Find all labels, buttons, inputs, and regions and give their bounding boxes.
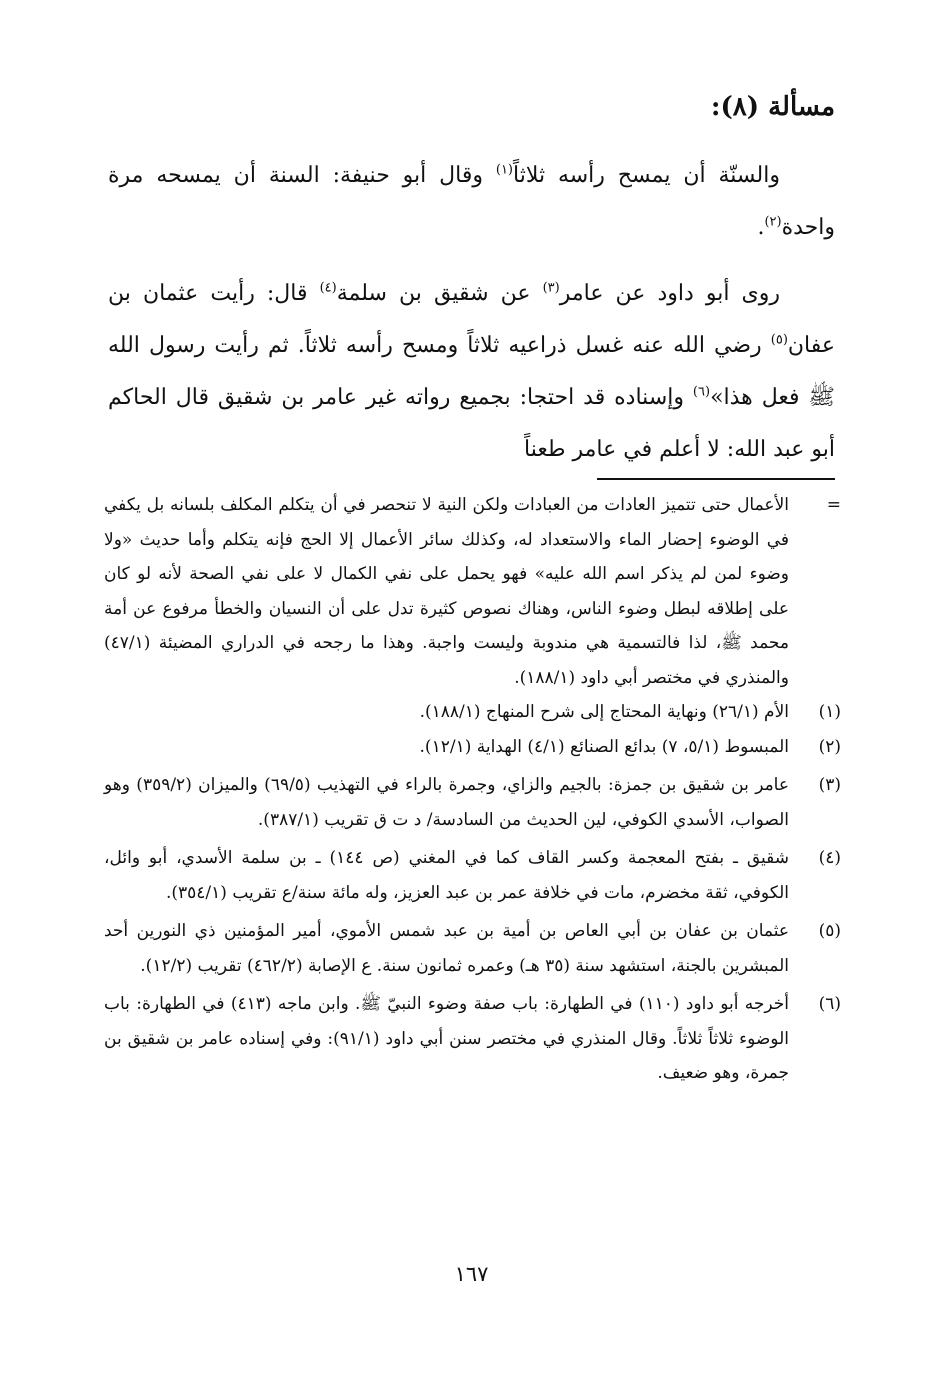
footnote-3 — [104, 768, 841, 837]
footnote-4 — [104, 841, 841, 910]
footnotes-section — [104, 488, 841, 1091]
footnote-separator — [597, 478, 835, 480]
footnote-number: (٤) — [818, 848, 841, 868]
page-number: ١٦٧ — [454, 1262, 489, 1286]
footnote-number: (١) — [818, 702, 841, 722]
footnote-text: أخرجه أبو داود (١١٠) في الطهارة: باب صفة وضوء النبيّ ﷺ. وابن ماجه (٤١٣) في الطهارة: باب الوضوء ثلاثاً ثلاثاً. وقال المنذري في مختصر سنن أبي داود (٩١/١): وفي إسناده عامر بن شقيق بن جمرة، وهو ضعيف. — [104, 994, 790, 1083]
paragraph-2-text-b: عن شقيق بن سلمة — [336, 281, 543, 306]
footnote-text: الأم (٢٦/١) ونهاية المحتاج إلى شرح المنهاج (١٨٨/١). — [419, 702, 789, 722]
footnote-2 — [104, 730, 841, 765]
paragraph-1-text-c: . — [757, 215, 765, 240]
paragraph-1-text-b: وقال أبو حنيفة: السنة أن يمسحه مرة واحدة — [108, 163, 835, 240]
paragraph-2 — [108, 268, 835, 476]
paragraph-2-text-c: قال: رأيت عثمان بن عفان — [108, 281, 836, 358]
footnote-ref-3: (٣) — [542, 280, 560, 296]
footnote-text: عثمان بن عفان بن أبي العاص بن أمية بن عبد شمس الأموي، أمير المؤمنين ذي النورين أحد المبشرين بالجنة، استشهد سنة (٣٥ هـ) وعمره ثمانون سنة. ع الإصابة (٤٦٢/٢) تقريب (١٢/٢). — [104, 921, 789, 976]
footnote-ref-5: (٥) — [770, 332, 788, 348]
footnote-ref-1: (١) — [495, 162, 513, 178]
footnote-ref-2: (٢) — [764, 214, 782, 230]
footnote-number: (٥) — [818, 921, 841, 941]
footnote-text: شقيق ـ بفتح المعجمة وكسر القاف كما في المغني (ص ١٤٤) ـ بن سلمة الأسدي، أبو وائل، الكوفي، ثقة مخضرم، مات في خلافة عمر بن عبد العزيز، وله مائة سنة/ع تقريب (٣٥٤/١). — [104, 848, 789, 903]
section-heading: مسألة (٨): — [710, 92, 835, 122]
paragraph-2-text-d: رضي الله عنه غسل ذراعيه ثلاثاً ومسح رأسه ثلاثاً. ثم رأيت رسول الله ﷺ فعل هذا» — [108, 333, 836, 410]
footnote-text: عامر بن شقيق بن جمزة: بالجيم والزاي، وجمرة بالراء في التهذيب (٦٩/٥) والميزان (٣٥٩/٢) وهو الصواب، الأسدي الكوفي، لين الحديث من السادسة/ د ت ق تقريب (٣٨٧/١). — [104, 775, 790, 830]
footnote-continuation-text: الأعمال حتى تتميز العادات من العبادات ولكن النية لا تنحصر في أن يتكلم المكلف بلسانه بل يكفي في الوضوء إحضار الماء والاستعداد له، وكذلك سائر الأعمال إلا الحج فإنه يتكلم وأما حديث «ولا وضوء لمن لم يذكر اسم الله عليه» فهو يحمل على نفي الكمال لا على نفي الصحة لأنه لو كان على إطلاقه لبطل وضوء الناس، وهناك نصوص كثيرة تدل على أن النسيان والخطأ مرفوع عن أمة محمد ﷺ، لذا فالتسمية هي مندوبة وليست واجبة. وهذا ما رجحه في الدراري المضيئة (٤٧/١) والمنذري في مختصر أبي داود (١٨٨/١). — [104, 495, 789, 688]
footnote-6 — [104, 987, 841, 1091]
footnote-ref-4: (٤) — [319, 280, 337, 296]
continuation-marker: = — [826, 495, 841, 515]
paragraph-1 — [108, 150, 835, 254]
paragraph-2-text-a: روى أبو داود عن عامر — [559, 281, 781, 306]
footnote-ref-6: (٦) — [692, 384, 711, 400]
footnote-text: المبسوط (٥/١، ٧) بدائع الصنائع (٤/١) الهداية (١٢/١). — [419, 736, 789, 757]
footnote-number: (٦) — [818, 994, 841, 1014]
footnote-continuation — [104, 488, 841, 695]
paragraph-1-text-a: والسنّة أن يمسح رأسه ثلاثاً — [513, 163, 780, 188]
footnote-number: (٢) — [818, 736, 841, 757]
footnote-1 — [104, 695, 841, 730]
footnote-number: (٣) — [818, 775, 841, 795]
paragraph-2-text-e: وإسناده قد احتجا: بجميع رواته غير عامر بن شقيق قال الحاكم أبو عبد الله: لا أعلم في عامر طعناً — [108, 385, 835, 462]
footnote-5 — [104, 914, 841, 983]
